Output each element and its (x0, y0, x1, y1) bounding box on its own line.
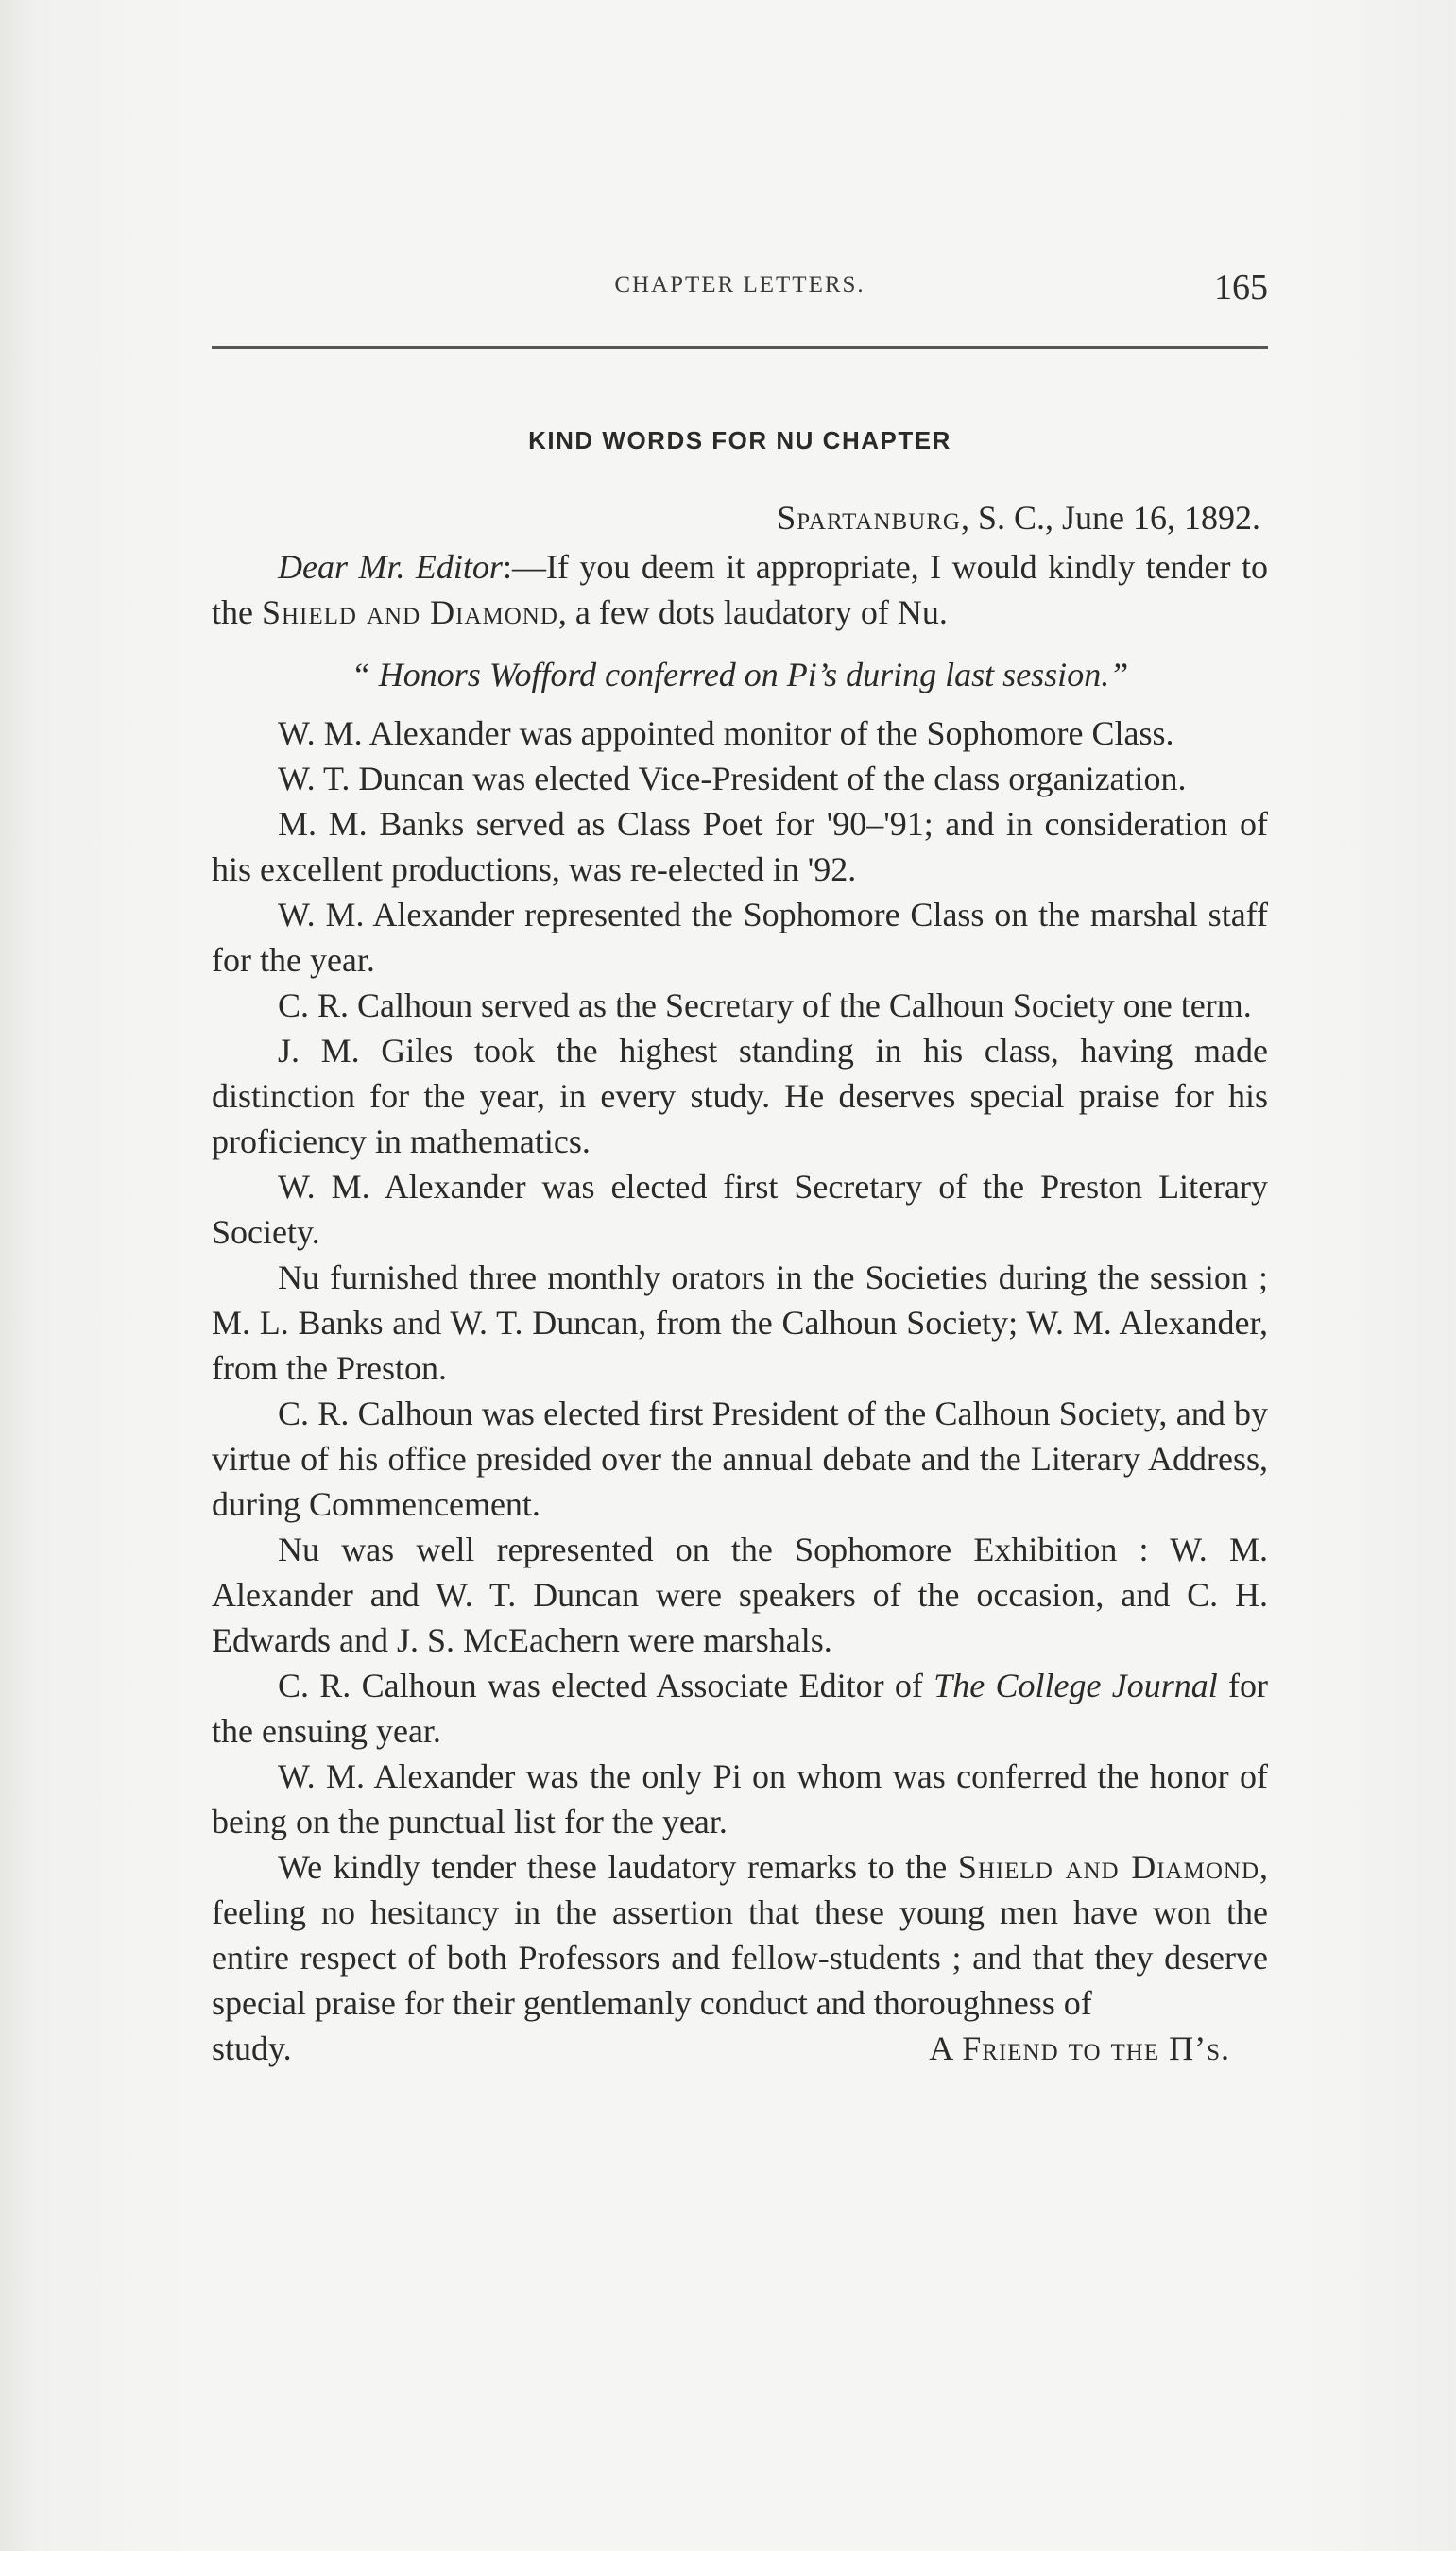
running-title: CHAPTER LETTERS. (614, 272, 865, 298)
article-body (212, 397, 1268, 2071)
page-number: 165 (1214, 267, 1268, 307)
dateline-rest: , S. C., June 16, 1892. (960, 499, 1260, 537)
paragraph-5: C. R. Calhoun served as the Secretary of the Calhoun Society one term. (278, 986, 1252, 1024)
journal-title: The College Journal (934, 1667, 1218, 1704)
salutation-text-1: :—If you deem it appropriate, I would kindly tender to the (212, 548, 1268, 631)
journal-text-2: for the ensuing year. (212, 1667, 1268, 1750)
article-title: KIND WORDS FOR NU CHAPTER (528, 426, 951, 454)
dateline-place: Spartanburg (777, 499, 961, 537)
closing-last-word: study. (212, 2029, 292, 2067)
paragraph-7: W. M. Alexander was elected first Secretary of the Preston Literary Society. (212, 1168, 1268, 1251)
punctual-paragraph: W. M. Alexander was the only Pi on whom was conferred the honor of being on the punctual list for the year. (212, 1757, 1268, 1840)
paragraph-3: M. M. Banks served as Class Poet for '90–'91; and in consideration of his excellent productions, was re-elected in '92. (212, 805, 1268, 888)
header-rule (212, 346, 1268, 349)
dateline (212, 495, 1268, 540)
paragraph-10: Nu was well represented on the Sophomore Exhibition : W. M. Alexander and W. T. Duncan were speakers of the occasion, and C. H. Edwards and J. S. McEachern were marshals. (212, 1531, 1268, 1659)
paragraph-4: W. M. Alexander represented the Sophomore Class on the marshal staff for the year. (212, 896, 1268, 979)
journal-text-1: C. R. Calhoun was elected Associate Editor of (278, 1667, 934, 1704)
salutation: Dear Mr. Editor (278, 548, 503, 586)
closing-signature-row (212, 2026, 1268, 2071)
salutation-org: Shield and Diamond (261, 593, 558, 631)
closing-text-2: , feeling no hesitancy in the assertion that these young men have won the entire respect of both Professors and fellow-students ; and that they deserve special praise for their gentlemanly conduct and thoroughness of (212, 1848, 1268, 2022)
paragraph-2: W. T. Duncan was elected Vice-President of the class organization. (278, 760, 1187, 797)
paragraph-1: W. M. Alexander was appointed monitor of the Sophomore Class. (278, 714, 1174, 752)
paragraph-6: J. M. Giles took the highest standing in his class, having made distinction for the year, in every study. He deserves special praise for his proficiency in mathematics. (212, 1032, 1268, 1160)
salutation-text-2: , a few dots laudatory of Nu. (557, 593, 948, 631)
closing-text-1: We kindly tender these laudatory remarks to the (278, 1848, 958, 1886)
signature: A Friend to the Π’s. (929, 2029, 1230, 2067)
paragraph-9: C. R. Calhoun was elected first President of the Calhoun Society, and by virtue of his office presided over the annual debate and the Literary Address, during Commencement. (212, 1395, 1268, 1523)
closing-paragraph (212, 1844, 1268, 2026)
paragraph-8: Nu furnished three monthly orators in the Societies during the session ; M. L. Banks and W. T. Duncan, from the Calhoun Society; W. M. Alexander, from the Preston. (212, 1258, 1268, 1387)
motto: “ Honors Wofford conferred on Pi’s during last session.” (351, 656, 1129, 693)
closing-org: Shield and Diamond (957, 1848, 1259, 1886)
journal-paragraph (212, 1663, 1268, 1754)
running-head (212, 266, 1268, 314)
salutation-paragraph (212, 544, 1268, 635)
